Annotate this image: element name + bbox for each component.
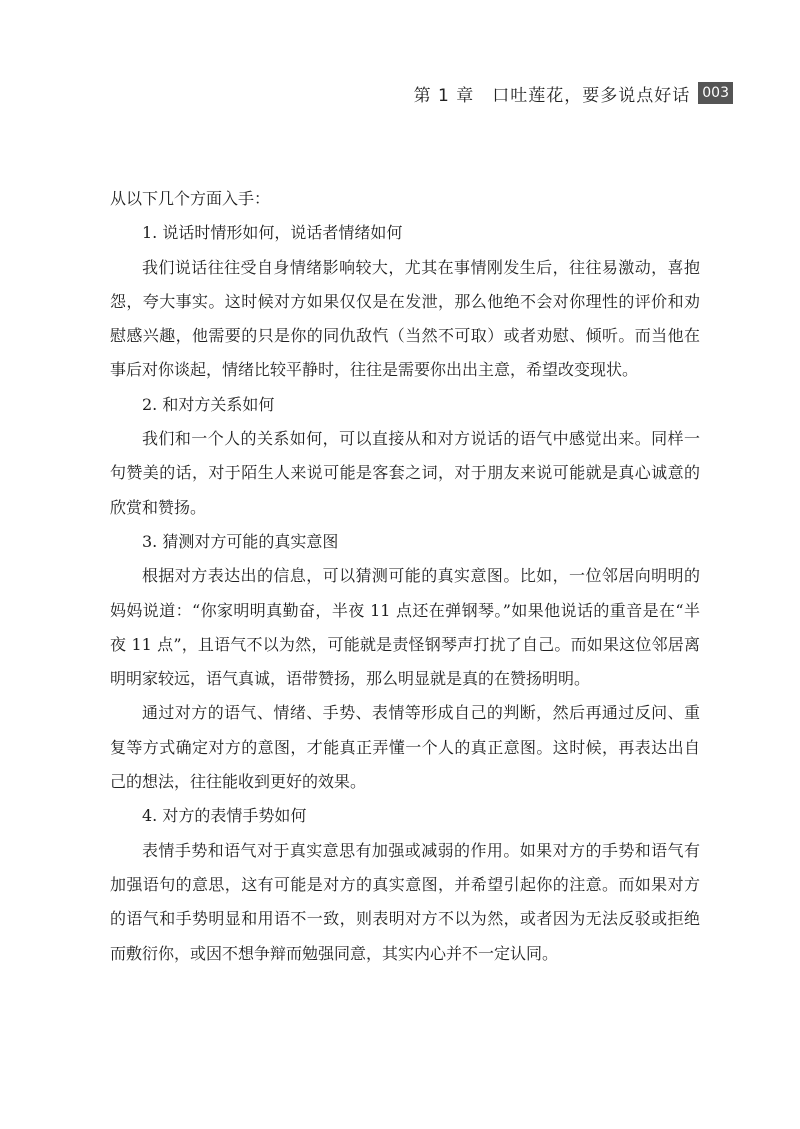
paragraph-intro: 从以下几个方面入手： — [110, 189, 271, 208]
paragraph: 通过对方的语气、情绪、手势、表情等形成自己的判断，然后再通过反问、重复等方式确定对方的意图，才能真正弄懂一个人的真正意图。这时候，再表达出自己的想法，往往能收到更好的效果。 — [110, 703, 700, 792]
paragraph: 根据对方表达出的信息，可以猜测可能的真实意图。比如，一位邻居向明明的妈妈说道：“你家明明真勤奋，半夜 11 点还在弹钢琴。”如果他说话的重音是在“半夜 11 点”，且语气不以为然，可能就是责怪钢琴声打扰了自己。而如果这位邻居离明明家较远，语气真诚，语带赞扬，那么明显就是真的在赞扬明明。 — [110, 566, 700, 689]
paragraph: 表情手势和语气对于真实意思有加强或减弱的作用。如果对方的手势和语气有加强语句的意思，这有可能是对方的真实意图，并希望引起你的注意。而如果对方的语气和手势明显和用语不一致，则表明对方不以为然，或者因为无法反驳或拒绝而敷衍你，或因不想争辩而勉强同意，其实内心并不一定认同。 — [110, 840, 700, 963]
section-heading-2: 2. 和对方关系如何 — [142, 394, 275, 414]
body-text — [110, 182, 700, 971]
section-heading-1: 1. 说话时情形如何，说话者情绪如何 — [142, 223, 403, 243]
page-number: 003 — [698, 82, 733, 104]
chapter-title: 第 1 章 口吐莲花，要多说点好话 — [413, 85, 691, 106]
section-heading-3: 3. 猜测对方可能的真实意图 — [142, 531, 339, 551]
running-header — [414, 78, 733, 108]
paragraph: 我们说话往往受自身情绪影响较大，尤其在事情刚发生后，往往易激动，喜抱怨，夸大事实。这时候对方如果仅仅是在发泄，那么他绝不会对你理性的评价和劝慰感兴趣，他需要的只是你的同仇敌忾（当然不可取）或者劝慰、倾听。而当他在事后对你谈起，情绪比较平静时，往往是需要你出出主意，希望改变现状。 — [110, 257, 700, 380]
section-heading-4: 4. 对方的表情手势如何 — [142, 806, 307, 826]
paragraph: 我们和一个人的关系如何，可以直接从和对方说话的语气中感觉出来。同样一句赞美的话，对于陌生人来说可能是客套之词，对于朋友来说可能就是真心诚意的欣赏和赞扬。 — [110, 429, 700, 517]
